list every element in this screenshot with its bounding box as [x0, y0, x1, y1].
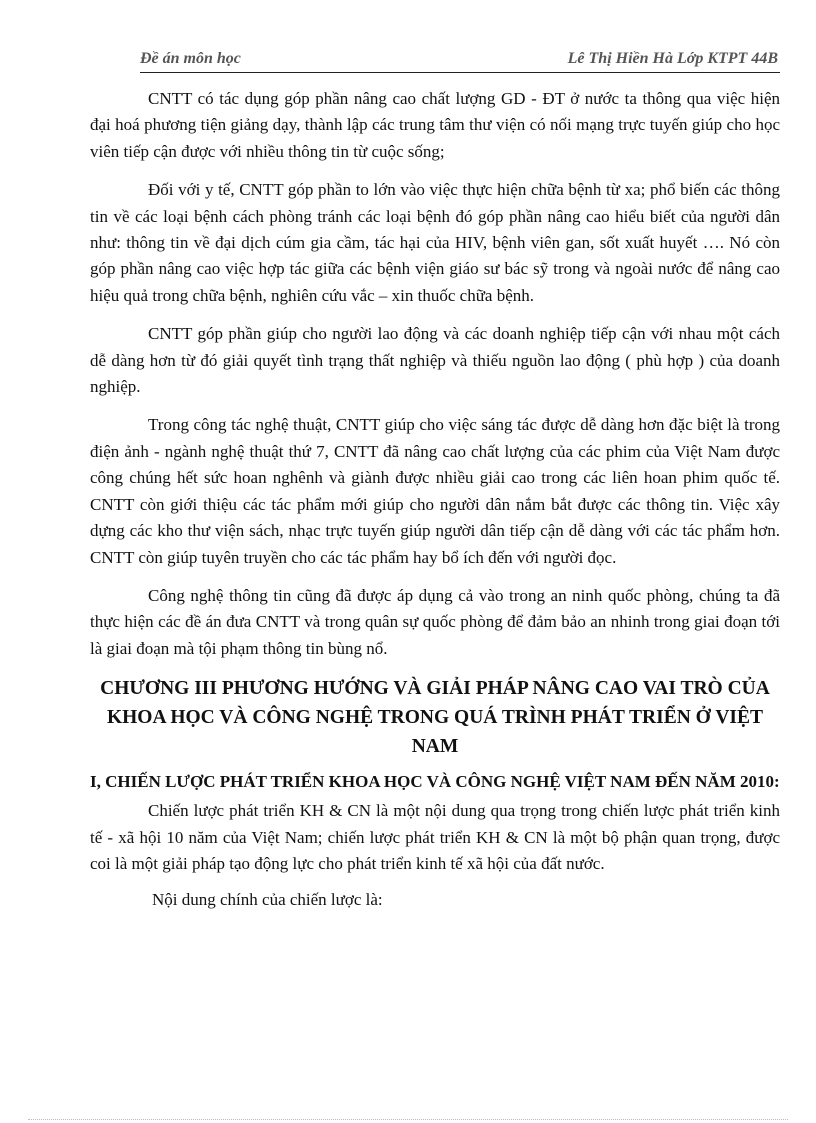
paragraph-education: CNTT có tác dụng góp phần nâng cao chất lượng GD - ĐT ở nước ta thông qua việc hiện đại hoá phương tiện giảng dạy, thành lập các trung tâm thư viện có nối mạng trực tuyến giúp cho học viên tiếp cận được với nhiều thông tin từ cuộc sống; [90, 89, 780, 161]
paragraph-health: Đối với y tế, CNTT góp phần to lớn vào việc thực hiện chữa bệnh từ xa; phổ biến các thông tin về các loại bệnh cách phòng tránh các loại bệnh đó góp phần nâng cao hiểu biết của người dân như: thông tin về đại dịch cúm gia cầm, tác hại của HIV, bệnh viên gan, sốt xuất huyết …. Nó còn góp phần nâng cao việc hợp tác giữa các bệnh viện giáo sư bác sỹ trong và ngoài nước để nâng cao hiệu quả trong chữa bệnh, nghiên cứu vắc – xin thuốc chữa bệnh. [90, 180, 780, 305]
footer-divider [28, 1119, 788, 1120]
chapter-heading: CHƯƠNG III PHƯƠNG HƯỚNG VÀ GIẢI PHÁP NÂNG CAO VAI TRÒ CỦA KHOA HỌC VÀ CÔNG NGHỆ TRONG QUÁ TRÌNH PHÁT TRIỂN Ở VIỆT NAM [100, 678, 770, 758]
section-heading: I, CHIẾN LƯỢC PHÁT TRIỂN KHOA HỌC VÀ CÔNG NGHỆ VIỆT NAM ĐẾN NĂM 2010: [90, 772, 780, 792]
paragraph-defense: Công nghệ thông tin cũng đã được áp dụng cả vào trong an ninh quốc phòng, chúng ta đã thực hiện các đề án đưa CNTT và trong quân sự quốc phòng để đảm bảo an nhinh trong giai đoạn tới là giai đoạn mà tội phạm thông tin bùng nổ. [90, 585, 780, 658]
header-course-title: Đề án môn học [140, 50, 241, 67]
document-body [90, 86, 780, 926]
page-header [140, 48, 780, 73]
paragraph-arts: Trong công tác nghệ thuật, CNTT giúp cho việc sáng tác được dễ dàng hơn đặc biệt là trong điện ảnh - ngành nghệ thuật thứ 7, CNTT đã nâng cao chất lượng của các phim của Việt Nam được công chúng hết sức hoan nghênh và giành được nhiều giải cao trong các liên hoan phim quốc tế. CNTT còn giới thiệu các tác phẩm mới giúp cho người dân nắm bắt được các thông tin. Việc xây dựng các kho thư viện sách, nhạc trực tuyến giúp người dân tiếp cận dễ dàng với các tác phẩm hơn. CNTT còn giúp tuyên truyền cho các tác phẩm hay bổ ích đến với người đọc. [90, 415, 780, 567]
paragraph-strategy: Chiến lược phát triển KH & CN là một nội dung qua trọng trong chiến lược phát triển kinh tế - xã hội 10 năm của Việt Nam; chiến lược phát triển KH & CN là một bộ phận quan trọng, được coi là một giải pháp tạo động lực cho phát triển kinh tế xã hội của đất nước. [90, 801, 780, 873]
paragraph-labor: CNTT góp phần giúp cho người lao động và các doanh nghiệp tiếp cận với nhau một cách dễ dàng hơn từ đó giải quyết tình trạng thất nghiệp và thiếu nguồn lao động ( phù hợp ) của doanh nghiệp. [90, 324, 780, 397]
header-author-class: Lê Thị Hiền Hà Lớp KTPT 44B [567, 50, 778, 67]
paragraph-content-label: Nội dung chính của chiến lược là: [152, 890, 383, 910]
